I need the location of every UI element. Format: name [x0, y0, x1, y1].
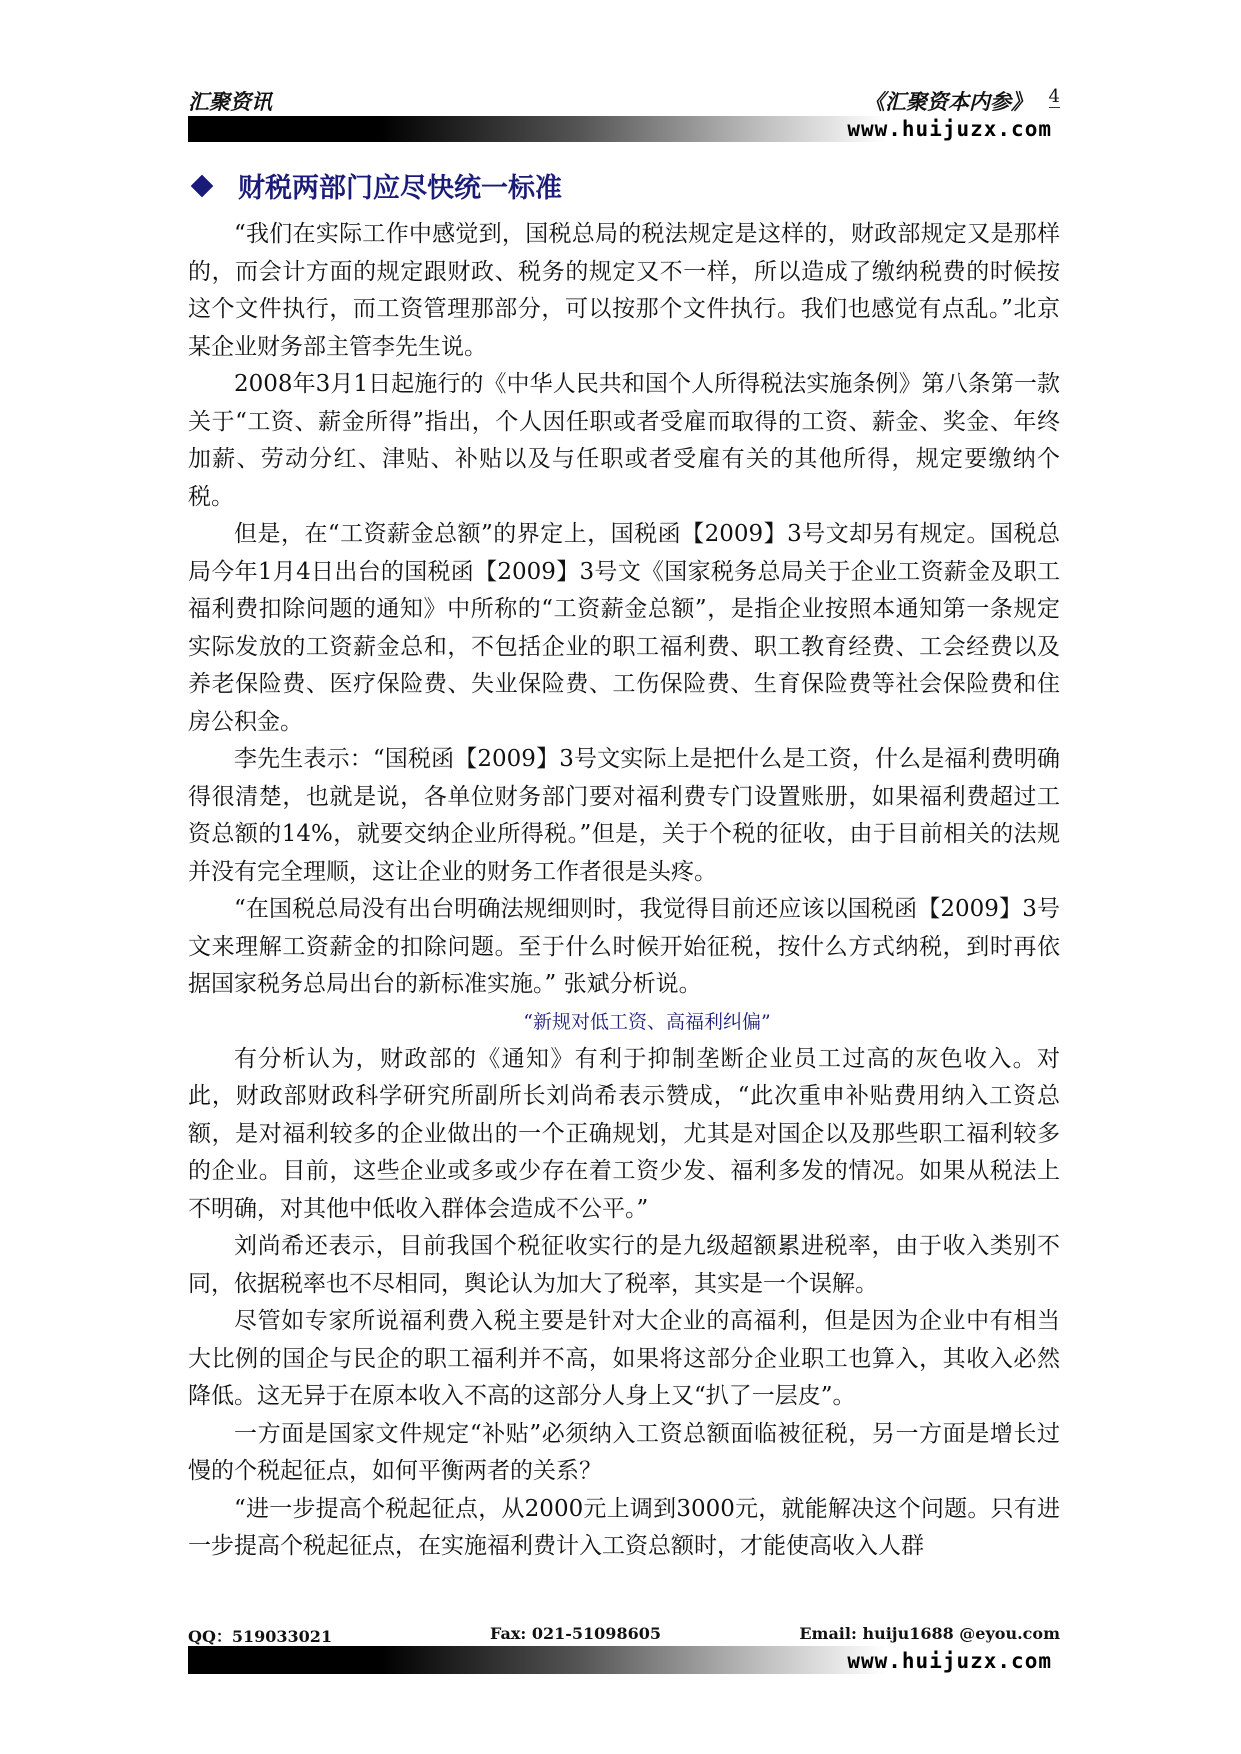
- paragraph: “在国税总局没有出台明确法规细则时，我觉得目前还应该以国税函【2009】3号文来理解工资薪金的扣除问题。至于什么时候开始征税，按什么方式纳税，到时再依据国家税务总局出台的新标准实施。” 张斌分析说。: [188, 896, 1060, 997]
- diamond-bullet-icon: [191, 175, 214, 198]
- footer-url: www.huijuzx.com: [847, 1649, 1052, 1673]
- paragraph: 但是，在“工资薪金总额”的界定上，国税函【2009】3号文却另有规定。国税总局今年1月4日出台的国税函【2009】3号文《国家税务总局关于企业工资薪金及职工福利费扣除问题的通知》中所称的“工资薪金总额”，是指企业按照本通知第一条规定实际发放的工资薪金总和，不包括企业的职工福利费、职工教育经费、工会经费以及养老保险费、医疗保险费、失业保险费、工伤保险费、生育保险费等社会保险费和住房公积金。: [188, 521, 1060, 735]
- page-number: 4: [1048, 86, 1060, 107]
- paragraph: 一方面是国家文件规定“补贴”必须纳入工资总额面临被征税，另一方面是增长过慢的个税起征点，如何平衡两者的关系？: [188, 1420, 1060, 1484]
- brand-name: 汇聚资讯: [188, 89, 272, 114]
- paragraph: 有分析认为，财政部的《通知》有利于抑制垄断企业员工过高的灰色收入。对此，财政部财政科学研究所副所长刘尚希表示赞成，“此次重申补贴费用纳入工资总额，是对福利较多的企业做出的一个正确规划，尤其是对国企以及那些职工福利较多的企业。目前，这些企业或多或少存在着工资少发、福利多发的情况。如果从税法上不明确，对其他中低收入群体会造成不公平。”: [188, 1045, 1060, 1222]
- subheading: “新规对低工资、高福利纠偏”: [523, 1010, 771, 1033]
- paragraph: “进一步提高个税起征点，从2000元上调到3000元，就能解决这个问题。只有进一步提高个税起征点，在实施福利费计入工资总额时，才能使高收入人群: [188, 1495, 1060, 1559]
- publication-title: 《汇聚资本内参》: [864, 89, 1032, 114]
- page-header: [188, 86, 1060, 146]
- section-title: [194, 166, 562, 205]
- paragraph: 李先生表示：“国税函【2009】3号文实际上是把什么是工资，什么是福利费明确得很清楚，也就是说，各单位财务部门要对福利费专门设置账册，如果福利费超过工资总额的14%，就要交纳企业所得税。”但是，关于个税的征收，由于目前相关的法规并没有完全理顺，这让企业的财务工作者很是头疼。: [188, 746, 1060, 885]
- section-title-text: 财税两部门应尽快统一标准: [238, 173, 562, 204]
- footer-email: Email: huiju1688 @eyou.com: [799, 1624, 1060, 1643]
- footer-qq: QQ：519033021: [188, 1627, 333, 1646]
- paragraph: 2008年3月1日起施行的《中华人民共和国个人所得税法实施条例》第八条第一款关于“工资、薪金所得”指出，个人因任职或者受雇而取得的工资、薪金、奖金、年终加薪、劳动分红、津贴、补贴以及与任职或者受雇有关的其他所得，规定要缴纳个税。: [188, 371, 1060, 510]
- paragraph: “我们在实际工作中感觉到，国税总局的税法规定是这样的，财政部规定又是那样的，而会计方面的规定跟财政、税务的规定又不一样，所以造成了缴纳税费的时候按这个文件执行，而工资管理那部分，可以按那个文件执行。我们也感觉有点乱。”北京某企业财务部主管李先生说。: [188, 221, 1060, 360]
- article-body: [188, 216, 1060, 1566]
- paragraph: 刘尚希还表示，目前我国个税征收实行的是九级超额累进税率，由于收入类别不同，依据税率也不尽相同，舆论认为加大了税率，其实是一个误解。: [188, 1233, 1060, 1297]
- header-url: www.huijuzx.com: [847, 117, 1052, 141]
- page-footer: [188, 1624, 1060, 1684]
- footer-fax: Fax: 021-51098605: [490, 1624, 661, 1643]
- paragraph: 尽管如专家所说福利费入税主要是针对大企业的高福利，但是因为企业中有相当大比例的国企与民企的职工福利并不高，如果将这部分企业职工也算入，其收入必然降低。这无异于在原本收入不高的这部分人身上又“扒了一层皮”。: [188, 1308, 1060, 1409]
